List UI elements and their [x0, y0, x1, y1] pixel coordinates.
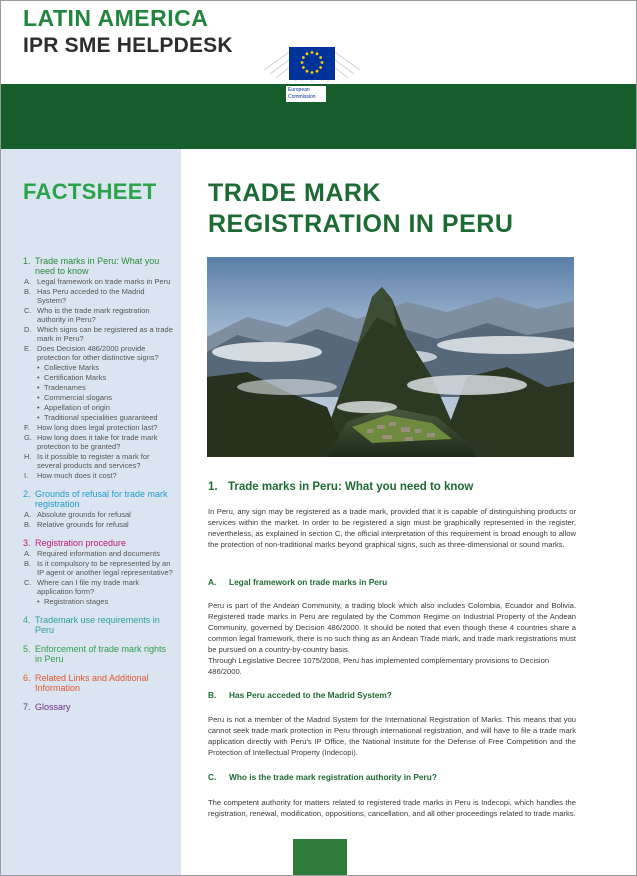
ec-label: European Commission	[286, 86, 326, 102]
toc-item[interactable]	[23, 452, 173, 470]
toc-title: Glossary	[35, 702, 71, 712]
toc-item-text: Is it possible to register a mark for several products and services?	[37, 452, 150, 470]
toc-title: Enforcement of trade mark rights in Peru	[35, 644, 167, 664]
toc-section-6[interactable]	[23, 673, 173, 693]
toc-bullet-text: Commercial slogans	[44, 393, 112, 402]
toc-letter: C.	[24, 306, 32, 315]
paragraph: Through Legislative Decree 1075/2008, Peru has implemented complementary provisions to Decision 486/2000.	[208, 656, 550, 676]
bullet-dot: •	[37, 363, 40, 372]
toc-title: Trademark use requirements in Peru	[35, 615, 160, 635]
toc-item[interactable]	[23, 287, 173, 305]
toc-heading[interactable]	[23, 673, 173, 693]
toc-bullet-item[interactable]	[23, 393, 173, 402]
toc-letter: C.	[24, 578, 32, 587]
toc-item[interactable]	[23, 423, 173, 432]
footer-green-square	[293, 839, 347, 876]
bullet-dot: •	[37, 373, 40, 382]
toc-letter: I.	[24, 471, 29, 480]
toc-bullet-text: Appellation of origin	[44, 403, 110, 412]
subsection-b-heading	[208, 690, 392, 700]
toc-item[interactable]	[23, 433, 173, 451]
toc-letter: B.	[24, 520, 32, 529]
toc-heading[interactable]	[23, 538, 173, 548]
toc-item[interactable]	[23, 559, 173, 577]
page-title	[208, 178, 608, 240]
bullet-dot: •	[37, 597, 40, 606]
title-line-1: TRADE MARK	[208, 179, 382, 207]
paragraph: Peru is part of the Andean Community, a trading block which also includes Colombia, Ecuador and Bolivia. Registered trade marks in Peru are regulated by the Common Regime on Industrial Property of the Andean Community, governed by Decision 486/2000. It should be noted that even though these 4 countries share a common legal framework, there is no such thing as an Andean Trade mark, and trade mark registrations must be pursued on a country-by-country basis.	[208, 601, 576, 654]
toc-item[interactable]	[23, 578, 173, 596]
toc-item[interactable]	[23, 306, 173, 324]
subsection-letter: A.	[208, 577, 217, 587]
toc-item-text: How long does legal protection last?	[37, 423, 158, 432]
subsection-a-body	[208, 600, 576, 677]
toc-section-5[interactable]	[23, 644, 173, 664]
toc-number: 6.	[23, 673, 31, 683]
toc-bullet-text: Collective Marks	[44, 363, 100, 372]
toc-item-text: Relative grounds for refusal	[37, 520, 129, 529]
toc-item-text: How much does it cost?	[37, 471, 117, 480]
toc-bullet-text: Traditional specialities guaranteed	[44, 413, 158, 422]
toc-item-text: Legal framework on trade marks in Peru	[37, 277, 171, 286]
toc-bullet-text: Tradenames	[44, 383, 86, 392]
toc-heading[interactable]	[23, 644, 173, 664]
toc-title: Related Links and Additional Information	[35, 673, 149, 693]
brand-line-1: LATIN AMERICA	[23, 5, 209, 31]
toc-number: 2.	[23, 489, 31, 499]
toc-item[interactable]	[23, 510, 173, 519]
toc-item-text: Has Peru acceded to the Madrid System?	[37, 287, 145, 305]
toc-section-3[interactable]	[23, 538, 173, 606]
toc-bullet-item[interactable]	[23, 597, 173, 606]
section-title: Trade marks in Peru: What you need to know	[228, 481, 474, 493]
subsection-b-body: Peru is not a member of the Madrid System for the International Registration of Marks. This means that you cannot seek trade mark protection in Peru through international registration, and will have to file a trade mark application directly with Peru's IP Office, the National Institute for the Defense of Free Competition and the Protection of Intellectual Property (Indecopi).	[208, 715, 576, 757]
toc-item[interactable]	[23, 277, 173, 286]
toc-bullet-text: Certification Marks	[44, 373, 107, 382]
table-of-contents	[23, 256, 173, 721]
toc-bullet-item[interactable]	[23, 413, 173, 422]
bullet-dot: •	[37, 383, 40, 392]
toc-title: Registration procedure	[35, 538, 127, 548]
toc-letter: G.	[24, 433, 32, 442]
toc-item[interactable]	[23, 344, 173, 362]
subsection-a-heading	[208, 577, 387, 587]
factsheet-label: FACTSHEET	[23, 179, 157, 204]
title-line-2: REGISTRATION IN PERU	[208, 210, 514, 238]
subsection-letter: C.	[208, 772, 217, 782]
toc-item-text: Required information and documents	[37, 549, 160, 558]
toc-item-text: Absolute grounds for refusal	[37, 510, 131, 519]
toc-item[interactable]	[23, 471, 173, 480]
toc-letter: A.	[24, 549, 32, 558]
toc-item-text: Is it compulsory to be represented by an IP agent or another legal representative?	[37, 559, 173, 577]
toc-title: Grounds of refusal for trade mark registration	[35, 489, 168, 509]
toc-item-text: How long does it take for trade mark protection to be granted?	[37, 433, 158, 451]
toc-item[interactable]	[23, 520, 173, 529]
toc-section-4[interactable]	[23, 615, 173, 635]
toc-number: 3.	[23, 538, 31, 548]
subsection-c-heading	[208, 772, 437, 782]
toc-letter: B.	[24, 287, 32, 296]
section-1-heading	[208, 481, 473, 493]
subsection-title: Who is the trade mark registration authority in Peru?	[229, 772, 437, 782]
subsection-letter: B.	[208, 690, 217, 700]
toc-bullet-item[interactable]	[23, 373, 173, 382]
toc-section-1[interactable]	[23, 256, 173, 480]
toc-number: 1.	[23, 256, 31, 266]
bullet-dot: •	[37, 413, 40, 422]
toc-bullet-item[interactable]	[23, 363, 173, 372]
machu-picchu-photo	[207, 257, 574, 457]
toc-letter: A.	[24, 277, 32, 286]
subsection-c-body: The competent authority for matters related to registered trade marks in Peru is Indecopi, which handles the registration, renewal, modification, oppositions, cancellation, and all other proceedings related to trade marks.	[208, 798, 576, 818]
page-header	[1, 1, 637, 149]
toc-item[interactable]	[23, 325, 173, 343]
toc-letter: E.	[24, 344, 32, 353]
bullet-dot: •	[37, 393, 40, 402]
toc-item-text: Does Decision 486/2000 provide protection for other distinctive signs?	[37, 344, 159, 362]
toc-letter: A.	[24, 510, 32, 519]
toc-number: 4.	[23, 615, 31, 625]
intro-paragraph: In Peru, any sign may be registered as a trade mark, provided that it is capable of distinguishing products or services within the market. In order to be registered a sign must be graphically represented in the register, nevertheless, as explained in section C, the official interpretation of this requirement is broad enough to allow the protection of non-traditional marks beyond graphical signs, such as three-dimensional or sound marks.	[208, 507, 576, 549]
toc-letter: B.	[24, 559, 32, 568]
toc-item-text: Where can I file my trade mark application form?	[37, 578, 140, 596]
toc-heading[interactable]	[23, 702, 173, 712]
toc-item-text: Who is the trade mark registration authority in Peru?	[37, 306, 150, 324]
toc-letter: D.	[24, 325, 32, 334]
toc-heading[interactable]	[23, 615, 173, 635]
toc-letter: H.	[24, 452, 32, 461]
toc-bullet-item[interactable]	[23, 403, 173, 412]
toc-letter: F.	[24, 423, 30, 432]
sidebar	[1, 149, 181, 876]
bullet-dot: •	[37, 403, 40, 412]
toc-bullet-text: Registration stages	[44, 597, 109, 606]
subsection-title: Legal framework on trade marks in Peru	[229, 577, 388, 587]
toc-bullet-item[interactable]	[23, 383, 173, 392]
toc-heading[interactable]	[23, 489, 173, 509]
subsection-title: Has Peru acceded to the Madrid System?	[229, 690, 392, 700]
toc-item[interactable]	[23, 549, 173, 558]
brand-line-2: IPR SME HELPDESK	[23, 34, 233, 57]
toc-section-7[interactable]	[23, 702, 173, 712]
toc-number: 5.	[23, 644, 31, 654]
toc-heading[interactable]	[23, 256, 173, 276]
section-number: 1.	[208, 481, 218, 493]
toc-section-2[interactable]	[23, 489, 173, 529]
toc-title: Trade marks in Peru: What you need to know	[35, 256, 160, 276]
toc-number: 7.	[23, 702, 31, 712]
toc-item-text: Which signs can be registered as a trade mark in Peru?	[37, 325, 173, 343]
